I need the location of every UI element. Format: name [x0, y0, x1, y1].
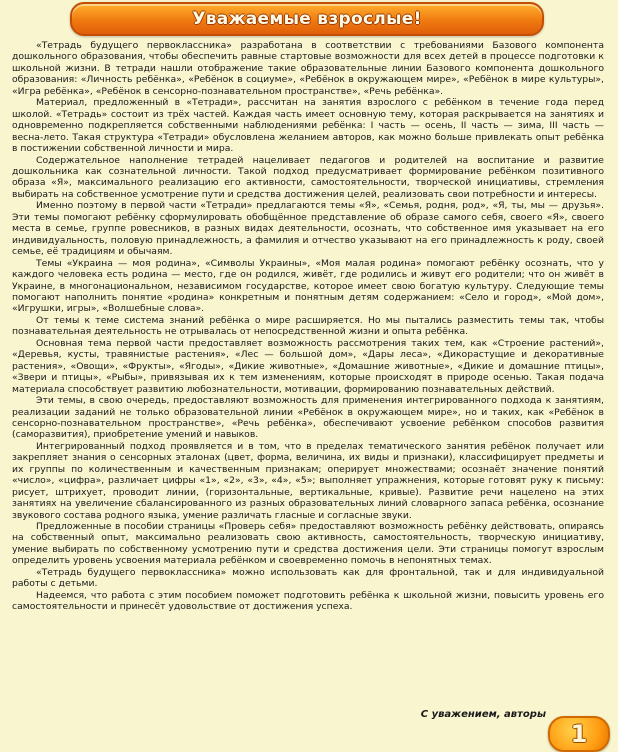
paragraph: Материал, предложенный в «Тетради», рассчитан на занятия взрослого с ребёнком в течение года перед школой. «Тетрадь» состоит из трёх частей. Каждая часть имеет основную тему, которая раскрывается на занятиях и одновременно подкрепляется собственными наблюдениями ребёнка: I часть — осень, II часть — зима, III часть — весна-лето. Такая структура «Тетради» обусловлена желанием авторов, как можно больше привлекать опыт ребёнка в постижении собственной личности и мира. — [12, 97, 604, 155]
paragraph: «Тетрадь будущего первоклассника» разработана в соответствии с требованиями Базового компонента дошкольного образования, чтобы обеспечить равные стартовые возможности для всех детей в процессе подготовки к школьной жизни. В тетради нашли отображение такие образовательные линии Базового компонента дошкольного образования: «Личность ребёнка», «Ребёнок в социуме», «Ребёнок в окружающем мире», «Ребёнок в мире культуры», «Игра ребёнка», «Ребёнок в сенсорно-познавательном пространстве», «Речь ребёнка». — [12, 40, 604, 97]
paragraph: Содержательное наполнение тетрадей нацеливает педагогов и родителей на воспитание и развитие дошкольника как сознательной личности. Такой подход предусматривает формирование ребёнком позитивного образа «Я», максимального реализацию его активности, самостоятельности, творческой инициативы, стремления выбирать на собственное усмотрение пути и средства достижения целей, реализовать свои потребности и интересы. — [12, 154, 604, 200]
paragraph: Надеемся, что работа с этим пособием поможет подготовить ребёнка к школьной жизни, повысить уровень его самостоятельности и принесёт удовольствие от достижения успеха. — [12, 589, 604, 613]
body-text — [12, 40, 604, 613]
paragraph: Интегрированный подход проявляется и в том, что в пределах тематического занятия ребёнок получает или закрепляет знания о сенсорных эталонах (цвет, форма, величина, их виды и признаки), классифицирует предметы и их группы по количественным и качественным признакам; оперирует множествами; осознаёт значение понятий «число», «цифра», различает цифры «1», «2», «3», «4», «5»; выполняет упражнения, которые готовят руку к письму: рисует, штрихует, проводит линии, (горизонтальные, вертикальные, кривые). Развитие речи нацелено на этих занятиях на увеличение сбалансированного из разных образовательных линий словарного запаса ребёнка, осознание звукового состава родного языка, умение различать гласные и согласные звуки. — [12, 440, 604, 521]
page-number: 1 — [570, 720, 588, 748]
paragraph: Предложенные в пособии страницы «Проверь себя» предоставляют возможность ребёнку действовать, опираясь на собственный опыт, максимально реализовать свою активность, самостоятельность, творческую инициативу, умение выбирать по собственному усмотрению пути и средства достижения цели. Эти страницы помогут взрослым определить уровень усвоения материала ребёнком и своевременно помочь в непонятных темах. — [12, 521, 604, 567]
header-banner — [70, 2, 544, 36]
signature: С уважением, авторы — [420, 709, 546, 720]
paragraph: Темы «Украина — моя родина», «Символы Украины», «Моя малая родина» помогают ребёнку осознать, что у каждого человека есть родина — место, где он родился, живёт, где родились и живут его родители; что он живёт в Украине, в многонациональном, независимом государстве, которое имеет свою богатую культуру. Следующие темы помогают наполнить понятие «родина» конкретным и понятным детям содержанием: «Село и город», «Мой дом», «Игрушки, игры», «Волшебные слова». — [12, 257, 604, 315]
paragraph: От темы к теме система знаний ребёнка о мире расширяется. Но мы пытались разместить темы так, чтобы познавательная деятельность не отрывалась от непосредственной жизни и опыта ребёнка. — [12, 314, 604, 338]
paragraph: Основная тема первой части предоставляет возможность рассмотрения таких тем, как «Строение растений», «Деревья, кусты, травянистые растения», «Лес — большой дом», «Дары леса», «Дикорастущие и декоративные растения», «Овощи», «Фрукты», «Ягоды», «Дикие животные», «Домашние животные», «Дикие и домашние птицы», «Звери и птицы», «Рыбы», привязывая их к тем изменениям, которые происходят в природе осенью. Такая подача материала способствует развитию любознательности, мотивации, формированию познавательных действий. — [12, 337, 604, 395]
page-title: Уважаемые взрослые! — [192, 9, 422, 29]
page-number-badge — [548, 716, 610, 752]
paragraph: Именно поэтому в первой части «Тетради» предлагаются темы «Я», «Семья, родня, род», «Я, ты, мы — друзья». Эти темы помогают ребёнку сформулировать обобщённое представление об образе самого себя, своего «Я», своего места в семье, группе ровесников, в разных видах деятельности, осознать, что собственное имя указывает на его индивидуальность, половую принадлежность, а фамилия и отчество указывают на его принадлежность к роду, своей семье, её традициям и обычаям. — [12, 200, 604, 258]
paragraph: «Тетрадь будущего первоклассника» можно использовать как для фронтальной, так и для индивидуальной работы с детьми. — [12, 566, 604, 590]
paragraph: Эти темы, в свою очередь, предоставляют возможность для применения интегрированного подхода к занятиям, реализации заданий не только образовательной линии «Ребёнок в окружающем мире», но и таких, как «Ребёнок в сенсорно-познавательном пространстве», «Речь ребёнка», обеспечивают усвоение ребёнком способов развития (саморазвития), приобретение умений и навыков. — [12, 395, 604, 441]
